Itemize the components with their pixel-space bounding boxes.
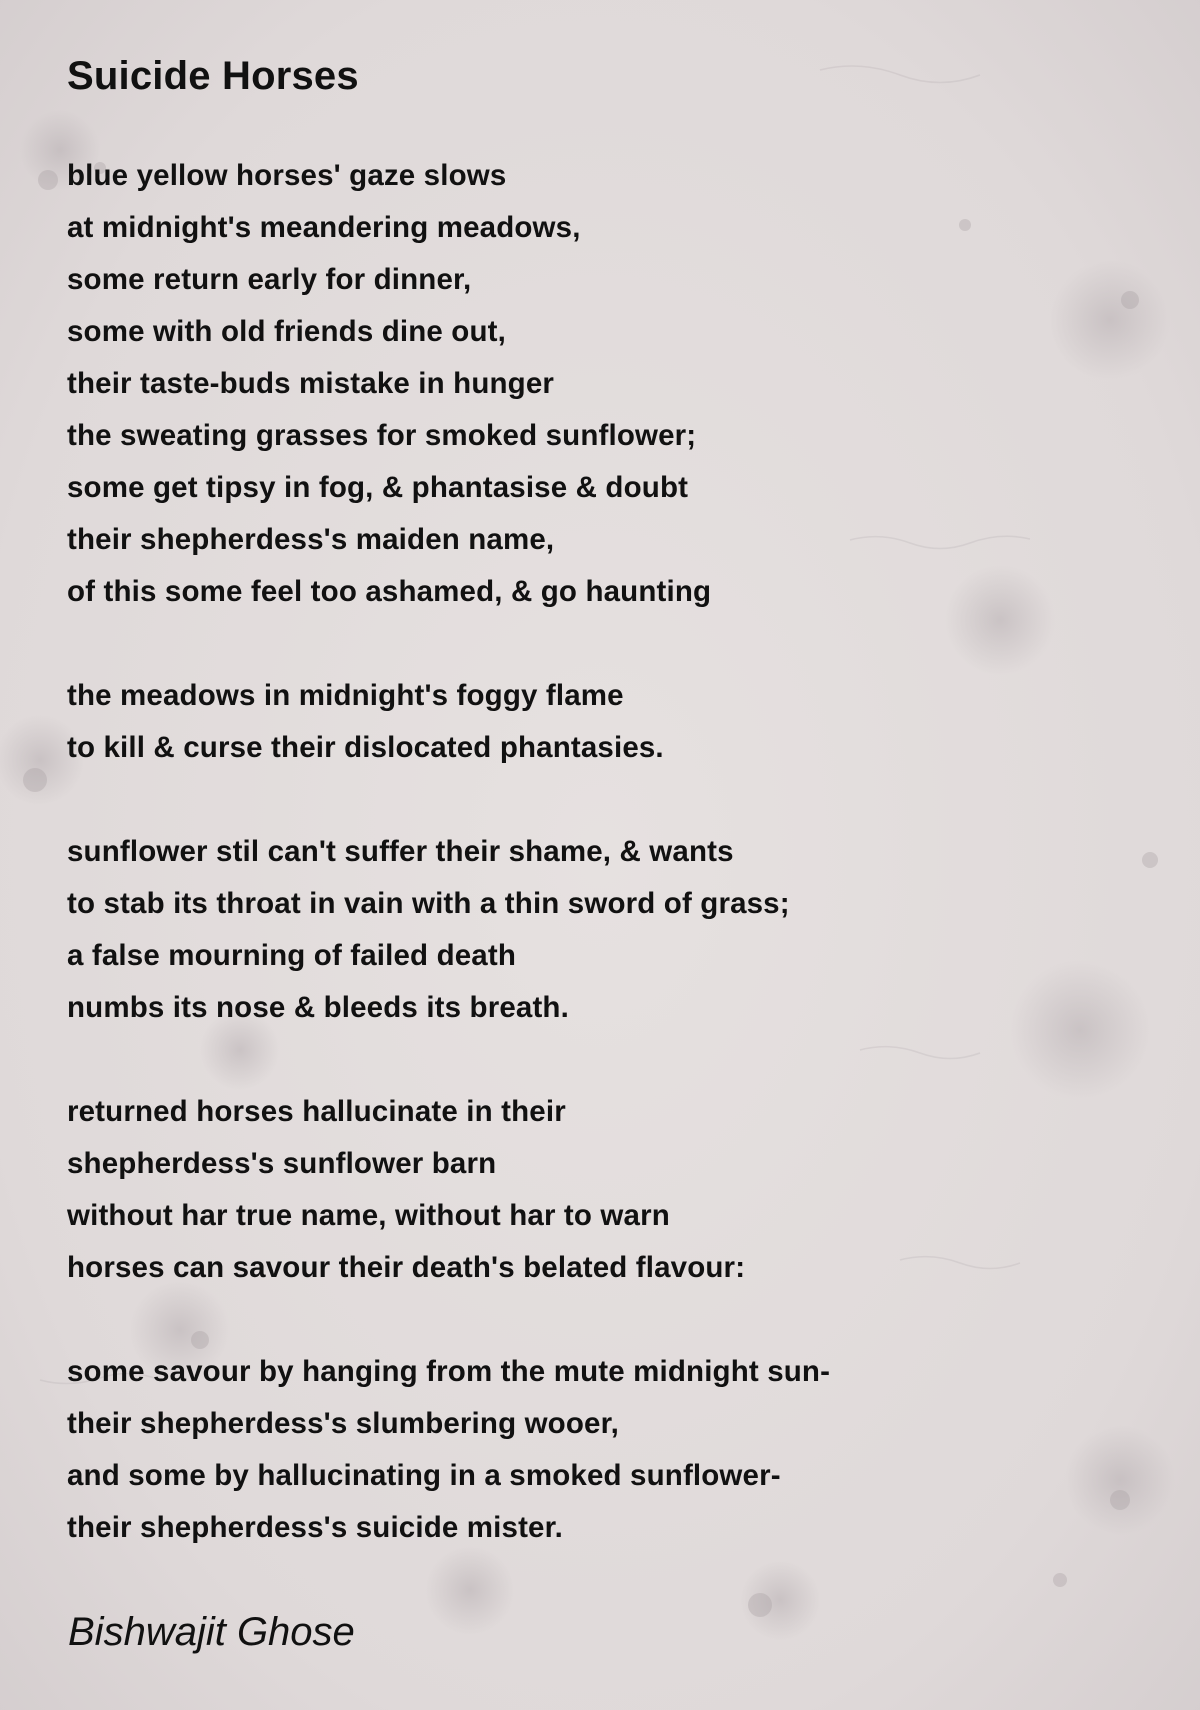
- poem-line: and some by hallucinating in a smoked sunflower-: [67, 1459, 781, 1492]
- poem-line: some savour by hanging from the mute midnight sun-: [67, 1355, 831, 1388]
- poem-line: numbs its nose & bleeds its breath.: [67, 991, 569, 1024]
- poem-line: the sweating grasses for smoked sunflower;: [67, 419, 697, 452]
- stanza: [67, 670, 1147, 774]
- poem-line: the meadows in midnight's foggy flame: [67, 679, 624, 712]
- poem-line: a false mourning of failed death: [67, 939, 516, 972]
- poem-line: horses can savour their death's belated flavour:: [67, 1251, 746, 1284]
- poem-author: Bishwajit Ghose: [68, 1610, 355, 1654]
- stanza: [67, 1346, 1147, 1554]
- poem-line: their shepherdess's slumbering wooer,: [67, 1407, 619, 1440]
- poem-body: [67, 150, 1147, 1554]
- stanza: [67, 1086, 1147, 1294]
- poem-line: some return early for dinner,: [67, 263, 472, 296]
- poem-line: blue yellow horses' gaze slows: [67, 159, 507, 192]
- poem-line: without har true name, without har to warn: [67, 1199, 670, 1232]
- poem-line: of this some feel too ashamed, & go haunting: [67, 575, 712, 608]
- poem-container: [67, 50, 1147, 1606]
- poem-line: their shepherdess's suicide mister.: [67, 1511, 563, 1544]
- poem-line: their taste-buds mistake in hunger: [67, 367, 555, 400]
- stanza: [67, 150, 1147, 618]
- poem-line: to kill & curse their dislocated phantasies.: [67, 731, 664, 764]
- poem-line: returned horses hallucinate in their: [67, 1095, 566, 1128]
- poem-line: sunflower stil can't suffer their shame, & wants: [67, 835, 734, 868]
- poem-line: at midnight's meandering meadows,: [67, 211, 581, 244]
- poem-title: Suicide Horses: [67, 54, 359, 98]
- poem-line: shepherdess's sunflower barn: [67, 1147, 497, 1180]
- poem-line: some with old friends dine out,: [67, 315, 506, 348]
- poem-line: to stab its throat in vain with a thin sword of grass;: [67, 887, 790, 920]
- poem-line: their shepherdess's maiden name,: [67, 523, 555, 556]
- poem-line: some get tipsy in fog, & phantasise & doubt: [67, 471, 689, 504]
- stanza: [67, 826, 1147, 1034]
